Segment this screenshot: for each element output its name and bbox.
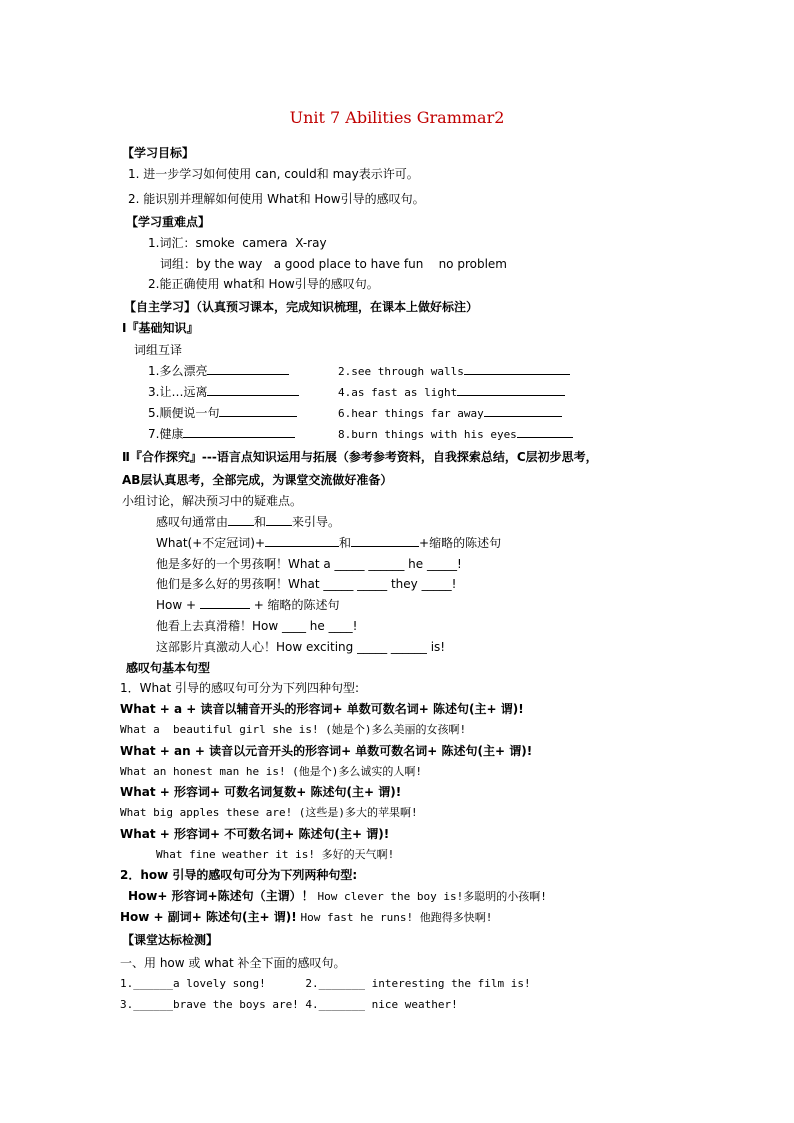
what-example-2: 他们是多么好的男孩啊！What _____ _____ they _____! xyxy=(156,577,457,591)
what-rule: What(+不定冠词)+ 和 +缩略的陈述句 xyxy=(156,536,502,550)
key-grammar: 2.能正确使用 what和 How引导的感叹句。 xyxy=(148,277,379,291)
how-example-1: 他看上去真滑稽！How ____ he ____! xyxy=(156,619,358,633)
goal-1: 1. 进一步学习如何使用 can, could和 may表示许可。 xyxy=(128,167,419,181)
key-phrases: 词组：by the way a good place to have fun no problem xyxy=(160,257,507,271)
phrase-8: 8.burn things with his eyes xyxy=(338,426,573,443)
what-pattern-4: What + 形容词+ 不可数名词+ 陈述句(主+ 谓)! xyxy=(120,827,390,841)
self-study-heading: 【自主学习】（认真预习课本，完成知识梳理，在课本上做好标注） xyxy=(124,300,479,314)
what-pattern-1: What + a + 读音以辅音开头的形容词+ 单数可数名词+ 陈述句(主+ 谓)! xyxy=(120,702,524,716)
phrase-6: 6.hear things far away xyxy=(338,405,562,422)
what-pattern-2: What + an + 读音以元音开头的形容词+ 单数可数名词+ 陈述句(主+ 谓)! xyxy=(120,744,533,758)
what-example-1: 他是多好的一个男孩啊！What a _____ ______ he _____! xyxy=(156,557,462,571)
group-discussion: 小组讨论，解决预习中的疑难点。 xyxy=(122,494,303,508)
check-line-1: 1.______a lovely song! 2._______ interesting the film is! xyxy=(120,977,531,990)
how-pattern-2: How + 副词+ 陈述句(主+ 谓)! How fast he runs! 他跑得多快啊! xyxy=(120,910,493,924)
goals-heading: 【学习目标】 xyxy=(122,146,195,160)
what-pattern-2-example: What an honest man he is! (他是个)多么诚实的人啊! xyxy=(120,765,423,778)
what-pattern-4-example: What fine weather it is! 多好的天气啊! xyxy=(156,848,395,861)
basic-knowledge-heading: Ⅰ『基础知识』 xyxy=(122,321,199,335)
what-patterns-intro: 1．What 引导的感叹句可分为下列四种句型: xyxy=(120,681,360,695)
phrase-2: 2.see through walls xyxy=(338,363,570,380)
what-pattern-1-example: What a beautiful girl she is! (她是个)多么美丽的女孩啊! xyxy=(120,723,467,736)
what-pattern-3: What + 形容词+ 可数名词复数+ 陈述句(主+ 谓)! xyxy=(120,785,402,799)
basic-pattern-heading: 感叹句基本句型 xyxy=(126,661,211,675)
page-title: Unit 7 Abilities Grammar2 xyxy=(289,108,505,127)
what-pattern-3-example: What big apples these are! (这些是)多大的苹果啊! xyxy=(120,806,418,819)
phrase-1: 1.多么漂亮 xyxy=(148,363,289,379)
exclaim-intro: 感叹句通常由 和 来引导。 xyxy=(156,515,341,529)
check-heading: 【课堂达标检测】 xyxy=(122,933,219,947)
goal-2: 2. 能识别并理解如何使用 What和 How引导的感叹句。 xyxy=(128,192,425,206)
phrase-4: 4.as fast as light xyxy=(338,384,565,401)
phrase-7: 7.健康 xyxy=(148,426,295,442)
key-vocab: 1.词汇：smoke camera X-ray xyxy=(148,236,327,250)
key-heading: 【学习重难点】 xyxy=(126,215,211,229)
check-line-2: 3.______brave the boys are! 4._______ nice weather! xyxy=(120,998,458,1011)
how-rule: How + + 缩略的陈述句 xyxy=(156,598,340,612)
coop-heading-2: AB层认真思考，全部完成，为课堂交流做好准备） xyxy=(122,473,393,487)
phrase-translate-label: 词组互译 xyxy=(134,343,183,357)
how-example-2: 这部影片真激动人心！How exciting _____ ______ is! xyxy=(156,640,446,654)
how-patterns-intro: 2．how 引导的感叹句可分为下列两种句型: xyxy=(120,868,358,882)
phrase-5: 5.顺便说一句 xyxy=(148,405,297,421)
coop-heading-1: Ⅱ『合作探究』---语言点知识运用与拓展（参考参考资料，自我探索总结，C层初步思考， xyxy=(122,450,598,464)
how-pattern-1: How+ 形容词+陈述句（主谓）！ How clever the boy is!多聪明的小孩啊! xyxy=(128,889,547,903)
phrase-3: 3.让…远离 xyxy=(148,384,299,400)
check-instruction: 一、用 how 或 what 补全下面的感叹句。 xyxy=(120,956,346,970)
